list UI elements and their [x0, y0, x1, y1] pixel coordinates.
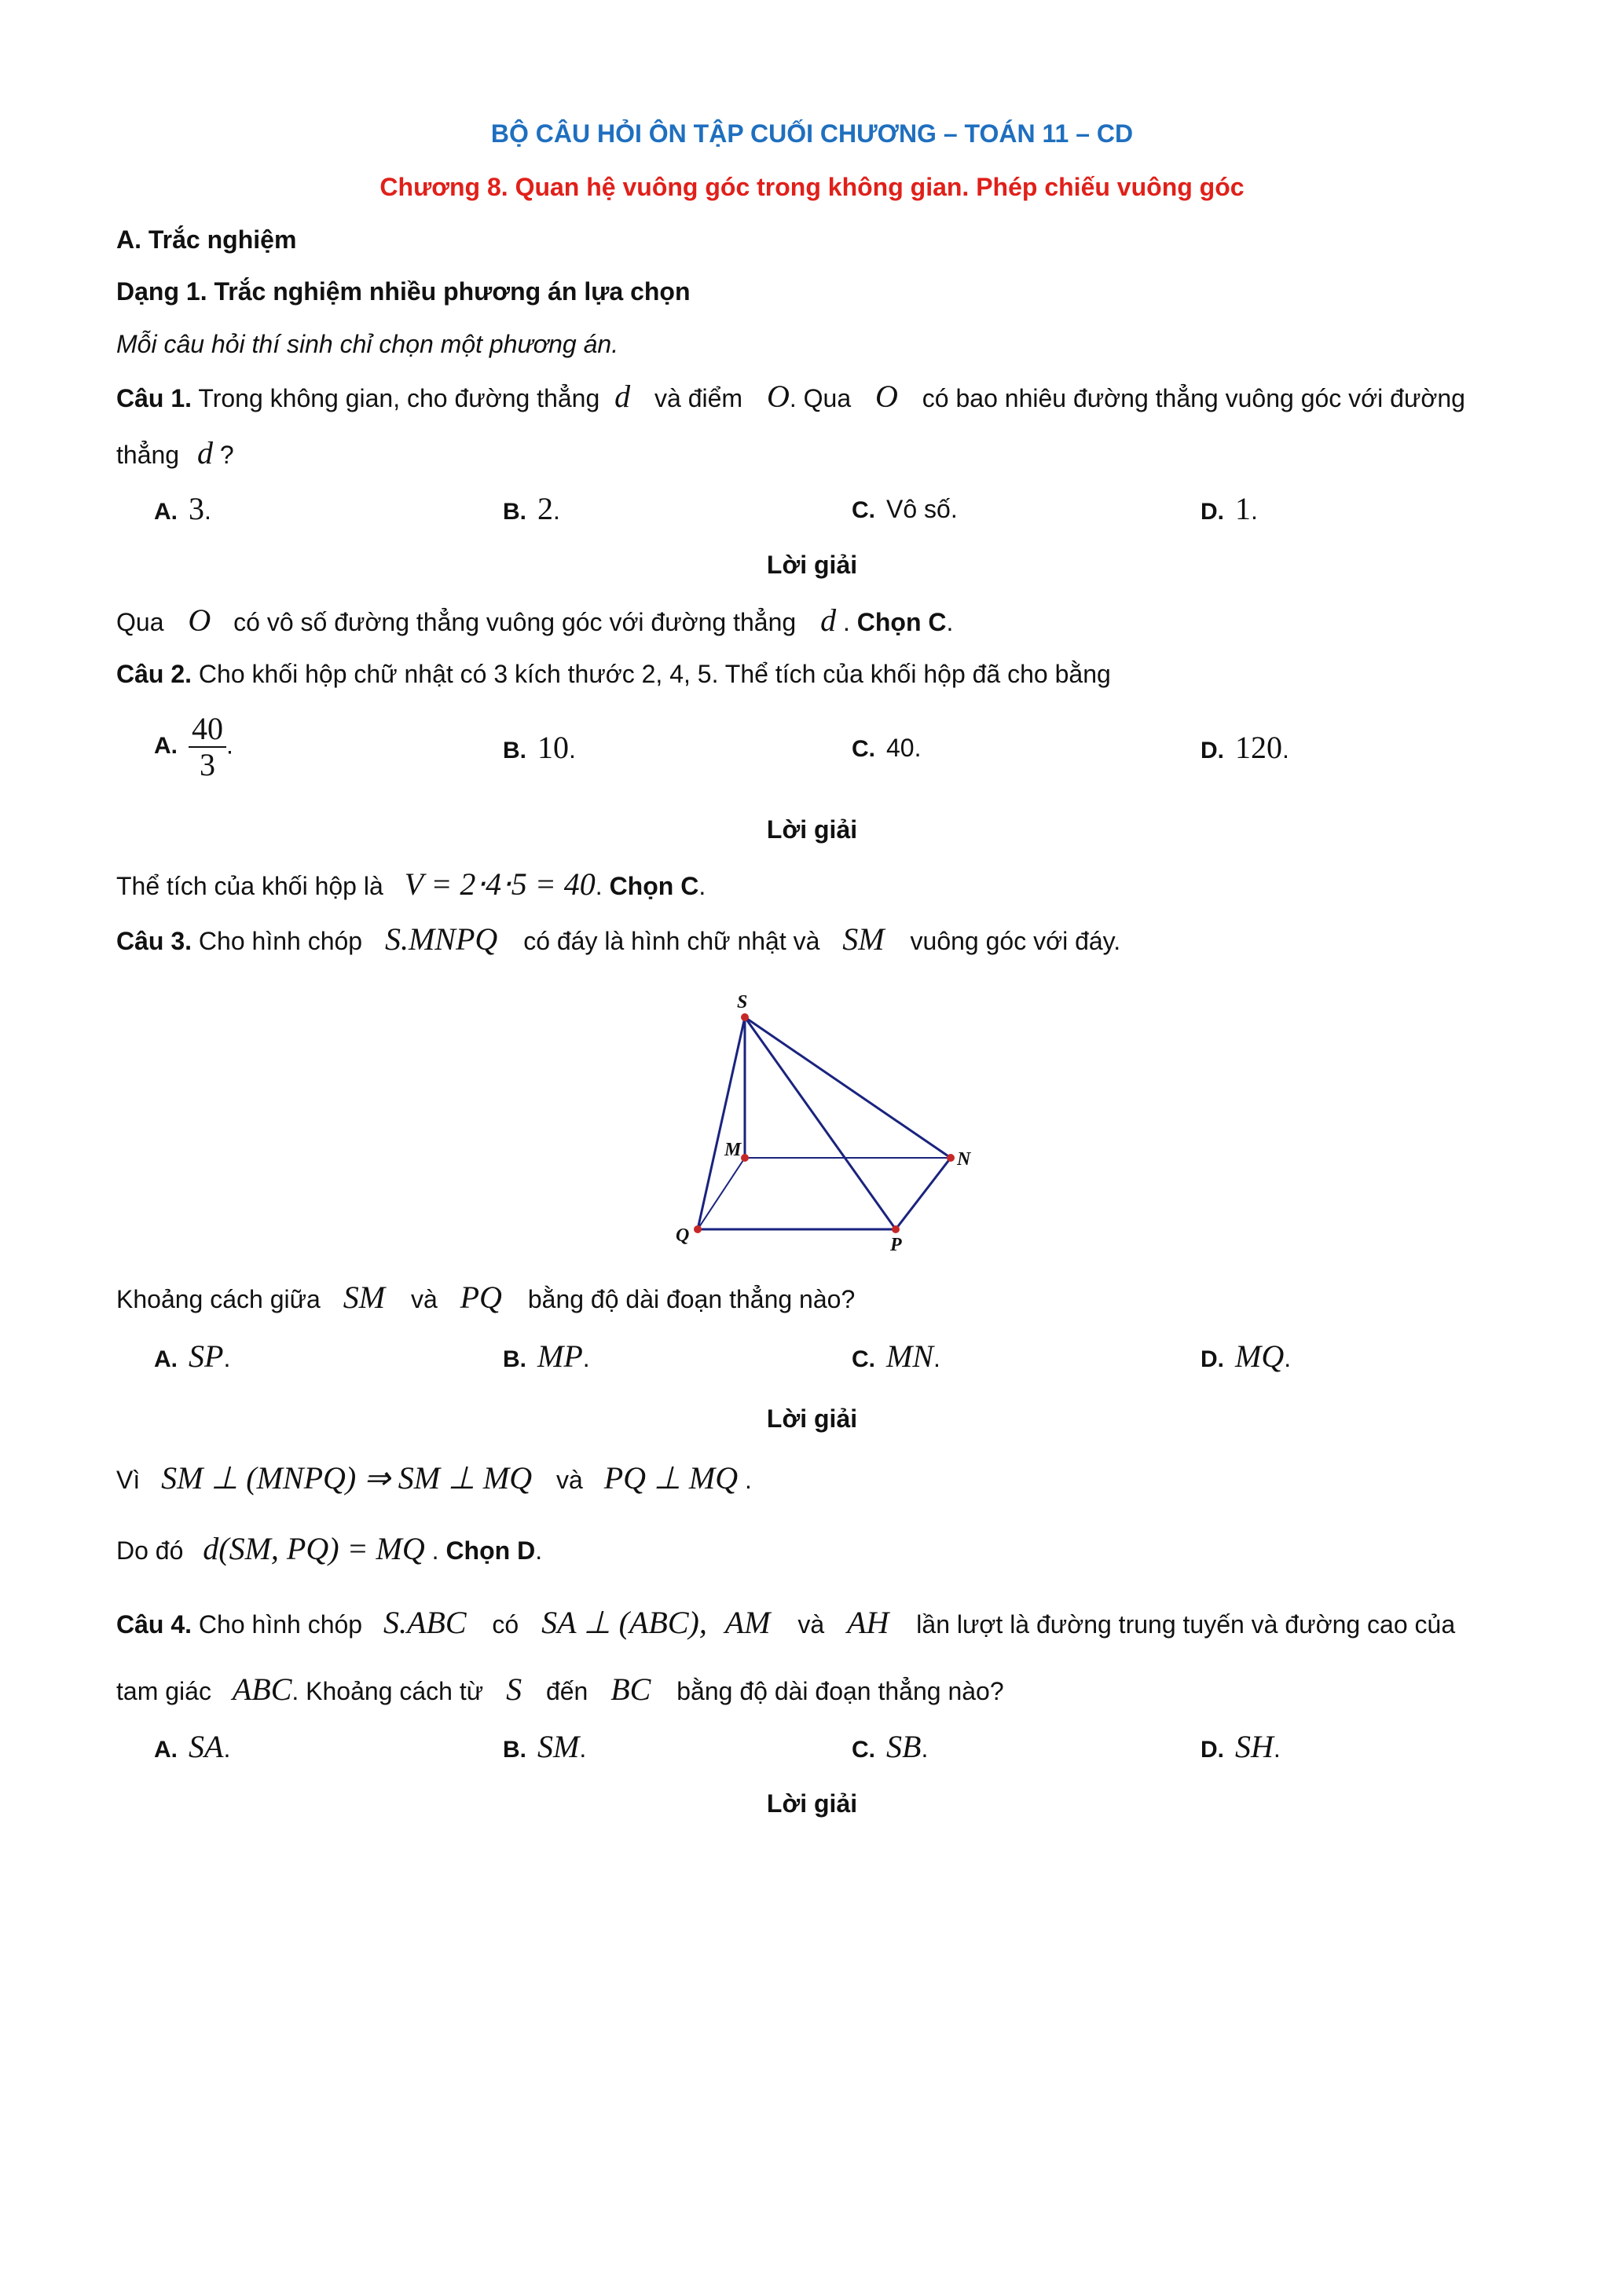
q4-var: SA ⊥ (ABC),: [541, 1605, 707, 1640]
fraction-numerator: 40: [189, 712, 226, 748]
q4-text: có: [492, 1610, 519, 1639]
option-label: D.: [1201, 1346, 1224, 1372]
q1-option-d[interactable]: [1201, 492, 1258, 529]
q3-solution-title: Lời giải: [766, 1404, 858, 1433]
q3-var: S.MNPQ: [384, 921, 498, 957]
option-label: C.: [852, 736, 875, 762]
option-value: MP: [537, 1338, 583, 1374]
option-punct: .: [569, 735, 576, 764]
option-value: SM: [537, 1729, 580, 1764]
option-punct: .: [223, 1734, 231, 1763]
option-label: B.: [503, 1737, 526, 1763]
option-label: A.: [154, 1346, 178, 1372]
solution-text: Thể tích của khối hộp là: [116, 872, 383, 900]
solution-var: d: [820, 602, 837, 638]
label-q: Q: [676, 1225, 690, 1246]
q1-text: . Qua: [789, 384, 852, 412]
q4-var: ABC: [232, 1672, 292, 1707]
option-punct: .: [582, 1344, 590, 1372]
option-label: A.: [154, 1737, 178, 1763]
q2-solution: [116, 866, 706, 902]
label-n: N: [957, 1149, 971, 1170]
solution-text: Vì: [116, 1466, 141, 1494]
option-label: B.: [503, 499, 526, 525]
fraction-denominator: 3: [200, 747, 215, 782]
q1-text: thẳng: [116, 441, 180, 469]
point-q: [694, 1225, 702, 1233]
option-punct: .: [1282, 735, 1289, 764]
option-value: Vô số.: [886, 495, 958, 523]
document-title: BỘ CÂU HỎI ÔN TẬP CUỐI CHƯƠNG – TOÁN 11 – CD: [490, 119, 1134, 148]
solution-text: .: [431, 1536, 439, 1565]
label-s: S: [737, 992, 748, 1013]
point-n: [947, 1154, 955, 1162]
solution-answer: Chọn D: [445, 1536, 536, 1565]
q3-option-d[interactable]: [1201, 1339, 1291, 1377]
q3-text-line1: [116, 921, 1121, 957]
option-value: 120: [1235, 730, 1282, 765]
q3-text: có đáy là hình chữ nhật và: [523, 927, 820, 955]
q1-text-line2: [116, 435, 234, 471]
point-s: [741, 1013, 749, 1021]
q4-text: và: [797, 1610, 825, 1639]
q3-text: và: [410, 1285, 438, 1313]
option-label: D.: [1201, 738, 1224, 764]
option-label: C.: [852, 497, 875, 523]
q4-var: AH: [847, 1605, 889, 1640]
solution-answer: Chọn C: [856, 608, 947, 636]
q3-text-line2: [116, 1282, 855, 1315]
q1-var-d: d: [196, 435, 213, 471]
option-label: A.: [154, 733, 178, 760]
q3-solution-line2: [116, 1533, 542, 1566]
q1-solution: [116, 602, 954, 638]
q3-var: SM: [842, 921, 885, 957]
q1-var-d: d: [614, 379, 631, 414]
q4-var: S.ABC: [383, 1605, 467, 1640]
point-p: [892, 1225, 900, 1233]
solution-text: .: [744, 1466, 752, 1494]
q1-text: có bao nhiêu đường thẳng vuông góc với đường: [922, 384, 1465, 412]
q2-option-d[interactable]: [1201, 731, 1289, 768]
section-heading: A. Trắc nghiệm: [116, 225, 297, 254]
solution-formula: d(SM, PQ) = MQ: [203, 1531, 425, 1566]
q3-option-b[interactable]: [503, 1339, 590, 1377]
option-value: 2: [537, 491, 553, 526]
figure-hidden-edges: [698, 1158, 951, 1229]
option-punct: .: [1273, 1734, 1281, 1763]
option-punct: .: [226, 731, 233, 760]
option-punct: .: [204, 496, 211, 525]
option-label: A.: [154, 499, 178, 525]
q4-var: BC: [610, 1672, 651, 1707]
option-label: B.: [503, 1346, 526, 1372]
instruction-text: Mỗi câu hỏi thí sinh chỉ chọn một phương án.: [116, 330, 619, 358]
q4-var: AM: [724, 1605, 771, 1640]
solution-text: .: [535, 1536, 543, 1565]
solution-formula: SM ⊥ (MNPQ) ⇒ SM ⊥ MQ: [161, 1460, 533, 1496]
q3-var: PQ: [460, 1280, 502, 1315]
q2-option-c[interactable]: [852, 731, 921, 767]
q2-option-a[interactable]: [154, 712, 233, 782]
option-value: SH: [1235, 1729, 1274, 1764]
q3-option-a[interactable]: [154, 1339, 230, 1377]
solution-var: O: [188, 602, 211, 638]
option-label: C.: [852, 1737, 875, 1763]
subsection-heading: Dạng 1. Trắc nghiệm nhiều phương án lựa chọn: [116, 277, 691, 306]
q1-option-c[interactable]: [852, 492, 958, 528]
q3-text: Khoảng cách giữa: [116, 1285, 321, 1313]
option-label: C.: [852, 1346, 875, 1372]
solution-text: Do đó: [116, 1536, 184, 1565]
q1-option-b[interactable]: [503, 492, 560, 529]
q3-text: Cho hình chóp: [198, 927, 363, 955]
q3-text: vuông góc với đáy.: [910, 927, 1121, 955]
solution-text: có vô số đường thẳng vuông góc với đường thẳng: [233, 608, 797, 636]
q4-option-a[interactable]: [154, 1730, 230, 1767]
option-punct: .: [579, 1734, 587, 1763]
edge-sq: [698, 1017, 745, 1229]
option-value: MN: [886, 1338, 933, 1374]
option-value: 10: [537, 730, 569, 765]
q4-var: S: [506, 1672, 522, 1707]
figure-edges: [698, 1017, 951, 1229]
option-value: 40.: [886, 734, 922, 762]
option-punct: .: [1284, 1344, 1292, 1372]
option-punct: .: [933, 1344, 940, 1372]
q1-label: Câu 1.: [116, 384, 192, 412]
label-p: P: [890, 1235, 902, 1255]
q3-label: Câu 3.: [116, 927, 192, 955]
q1-solution-title: Lời giải: [766, 551, 858, 579]
q4-text: đến: [545, 1677, 588, 1705]
q4-text-line2: [116, 1674, 1004, 1707]
q2-question: Cho khối hộp chữ nhật có 3 kích thước 2, 4, 5. Thể tích của khối hộp đã cho bằng: [198, 660, 1111, 688]
option-value: 1: [1235, 491, 1251, 526]
option-punct: .: [921, 1734, 929, 1763]
solution-formula: PQ ⊥ MQ: [603, 1460, 739, 1496]
q4-option-d[interactable]: [1201, 1730, 1281, 1767]
figure-points: [694, 1013, 955, 1233]
fraction: [189, 712, 226, 782]
q1-option-a[interactable]: [154, 492, 211, 529]
solution-text: .: [842, 608, 850, 636]
option-punct: .: [223, 1344, 231, 1372]
q2-label: Câu 2.: [116, 660, 192, 688]
option-label: D.: [1201, 499, 1224, 525]
option-punct: .: [1251, 496, 1258, 525]
q4-text-line1: [116, 1607, 1455, 1640]
option-value: 3: [189, 491, 204, 526]
solution-text: Qua: [116, 608, 164, 636]
q1-var-o: O: [875, 379, 898, 414]
option-label: B.: [503, 738, 526, 764]
q1-text: và điểm: [654, 384, 743, 412]
solution-text: và: [556, 1466, 583, 1494]
q4-solution-title: Lời giải: [766, 1789, 858, 1818]
label-m: M: [724, 1140, 742, 1160]
edge-sp: [745, 1017, 896, 1229]
q2-solution-title: Lời giải: [766, 815, 858, 844]
q3-var: SM: [343, 1280, 386, 1315]
q1-text: Trong không gian, cho đường thẳng: [198, 384, 600, 412]
q4-label: Câu 4.: [116, 1610, 192, 1639]
chapter-title: Chương 8. Quan hệ vuông góc trong không gian. Phép chiếu vuông góc: [379, 173, 1245, 201]
q1-var-o: O: [766, 379, 790, 414]
q2-text: [116, 658, 1111, 690]
solution-answer: Chọn C: [609, 872, 699, 900]
q4-text: . Khoảng cách từ: [291, 1677, 484, 1705]
edge-sn: [745, 1017, 951, 1158]
q3-solution-line1: [116, 1460, 752, 1496]
q3-text: bằng độ dài đoạn thẳng nào?: [527, 1285, 856, 1313]
q1-text: ?: [219, 441, 234, 469]
q4-text: tam giác: [116, 1677, 211, 1705]
q4-option-b[interactable]: [503, 1730, 586, 1767]
solution-text: .: [595, 872, 603, 900]
option-value: SP: [189, 1338, 224, 1374]
q4-text: bằng độ dài đoạn thẳng nào?: [676, 1677, 1004, 1705]
q2-option-b[interactable]: [503, 731, 576, 768]
solution-formula: V = 2⋅4⋅5 = 40: [404, 866, 596, 902]
option-value: SB: [886, 1729, 922, 1764]
edge-pn: [896, 1158, 951, 1229]
solution-text: .: [698, 872, 706, 900]
q1-text-line1: [116, 381, 1465, 414]
q4-text: lần lượt là đường trung tuyến và đường cao của: [916, 1610, 1456, 1639]
q4-option-c[interactable]: [852, 1730, 928, 1767]
option-punct: .: [553, 496, 560, 525]
solution-text: .: [946, 608, 954, 636]
q4-text: Cho hình chóp: [198, 1610, 363, 1639]
pyramid-figure: [660, 986, 990, 1257]
option-value: SA: [189, 1729, 224, 1764]
point-m: [741, 1154, 749, 1162]
option-value: MQ: [1235, 1338, 1285, 1374]
option-label: D.: [1201, 1737, 1224, 1763]
q3-option-c[interactable]: [852, 1339, 940, 1377]
